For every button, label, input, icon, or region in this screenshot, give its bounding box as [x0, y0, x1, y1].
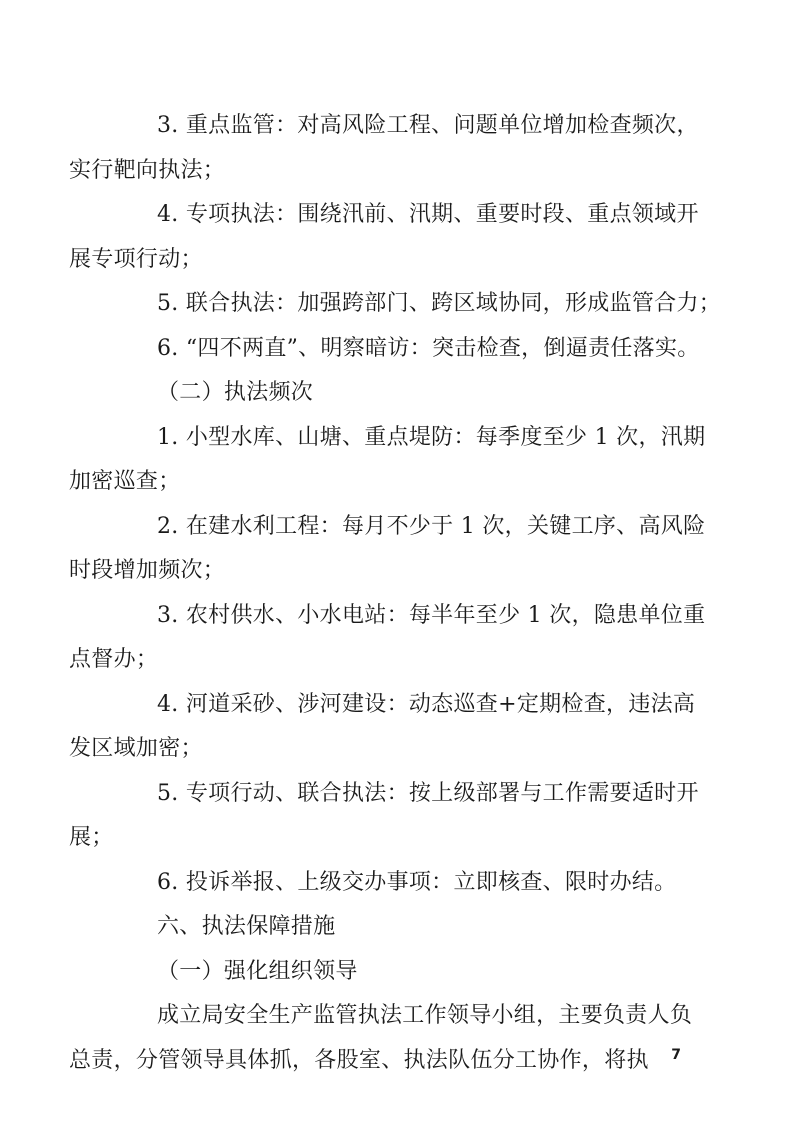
paragraph-complaint-handling — [113, 861, 688, 906]
text-line: 6. “四不两直”、明察暗访：突击检查，倒逼责任落实。 — [157, 335, 700, 361]
paragraph-key-supervision — [69, 104, 699, 193]
document-body — [69, 104, 722, 1083]
heading-text: 六、执法保障措施 — [157, 914, 336, 939]
section-heading-safeguard-measures — [113, 905, 688, 950]
text-line: 点督办； — [69, 647, 159, 672]
text-line: 加密巡查； — [69, 469, 181, 494]
text-line: 5. 联合执法：加强跨部门、跨区域协同，形成监管合力； — [157, 291, 722, 316]
text-line: 4. 河道采砂、涉河建设：动态巡查+定期检查，违法高 — [157, 691, 696, 717]
text-line: 6. 投诉举报、上级交办事项：立即核查、限时办结。 — [157, 869, 677, 895]
section-heading-enforcement-frequency — [113, 371, 688, 416]
paragraph-rural-water-frequency — [69, 594, 706, 683]
text-line: 2. 在建水利工程：每月不少于 1 次，关键工序、高风险 — [157, 513, 706, 539]
paragraph-special-action-frequency — [69, 772, 699, 861]
paragraph-river-sand-frequency — [69, 683, 696, 772]
text-line: 成立局安全生产监管执法工作领导小组，主要负责人负 — [157, 1003, 693, 1028]
paragraph-special-enforcement — [69, 193, 699, 282]
text-line: 5. 专项行动、联合执法：按上级部署与工作需要适时开 — [157, 780, 699, 806]
text-line: 1. 小型水库、山塘、重点堤防：每季度至少 1 次，汛期 — [157, 424, 706, 450]
page-number: 7 — [671, 1047, 681, 1063]
section-heading-organizational-leadership — [113, 950, 688, 995]
paragraph-reservoir-frequency — [69, 416, 706, 505]
text-line: 3. 重点监管：对高风险工程、问题单位增加检查频次， — [157, 113, 699, 138]
text-line: 4. 专项执法：围绕汛前、汛期、重要时段、重点领域开 — [157, 202, 699, 227]
paragraph-leading-group — [69, 994, 693, 1083]
text-line: 总责，分管领导具体抓，各股室、执法队伍分工协作，将执 — [69, 1047, 649, 1073]
text-line: 展； — [69, 825, 114, 850]
text-line: 实行靶向执法； — [69, 157, 226, 183]
paragraph-construction-frequency — [69, 505, 706, 594]
text-line: 发区域加密； — [69, 736, 203, 761]
paragraph-joint-enforcement — [113, 282, 722, 327]
text-line: 时段增加频次； — [69, 558, 226, 583]
heading-text: （一）强化组织领导 — [157, 958, 358, 984]
heading-text: （二）执法频次 — [157, 380, 314, 405]
paragraph-unannounced-inspection — [113, 327, 700, 372]
text-line: 3. 农村供水、小水电站：每半年至少 1 次，隐患单位重 — [157, 602, 706, 628]
text-line: 展专项行动； — [69, 246, 203, 272]
